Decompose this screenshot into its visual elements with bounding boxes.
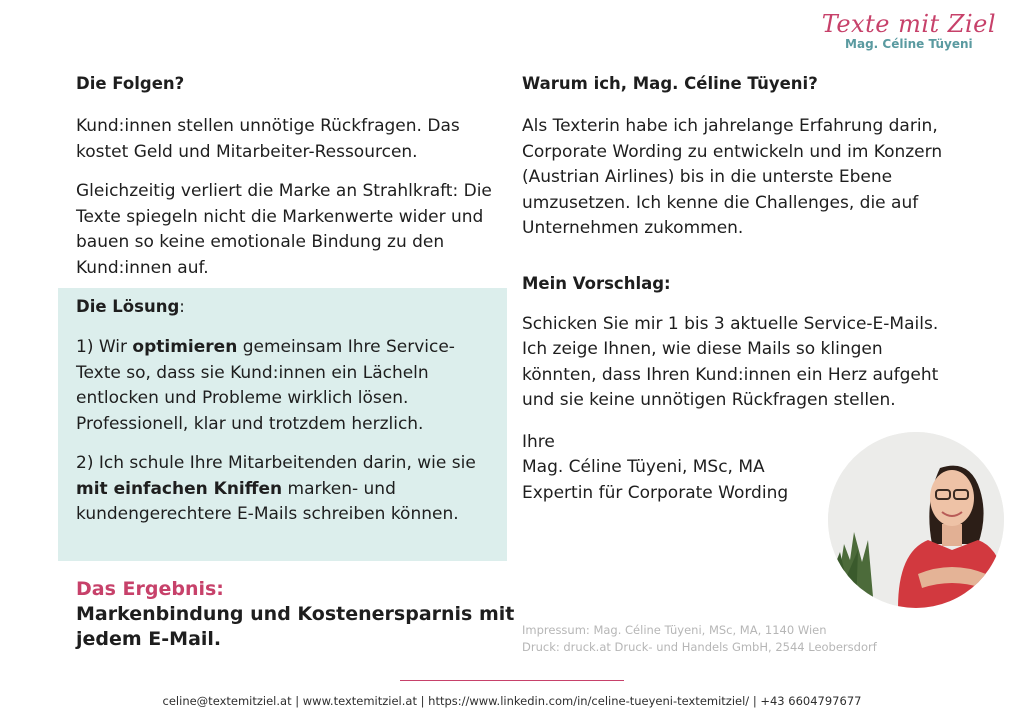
consequences-paragraph-1: Kund:innen stellen unnötige Rückfragen. Das kostet Geld und Mitarbeiter-Ressourcen. xyxy=(76,116,460,162)
solution-item-2 xyxy=(76,451,496,528)
proposal-paragraph: Schicken Sie mir 1 bis 3 aktuelle Service-E-Mails. Ich zeige Ihnen, wie diese Mails so klingen könnten, dass Ihren Kund:innen ein Herz aufgeht und sie keine unnötigen Rückfragen stellen. xyxy=(522,313,939,410)
solution-item-2-pre: 2) Ich schule Ihre Mitarbeitenden darin, wie sie xyxy=(76,453,476,473)
solution-content xyxy=(76,295,496,528)
footer-divider xyxy=(400,680,624,681)
result-block xyxy=(76,577,516,652)
impressum-line-2: Druck: druck.at Druck- und Handels GmbH, 2544 Leobersdorf xyxy=(522,640,877,654)
result-label: Das Ergebnis: xyxy=(76,578,224,600)
solution-item-1-post: gemeinsam Ihre Service-Texte so, dass sie Kund:innen ein Lächeln entlocken und Probleme wirklich lösen. Professionell, klar und trotzdem herzlich. xyxy=(76,337,455,434)
brand-title: Texte mit Ziel xyxy=(821,10,996,38)
why-me-heading: Warum ich, Mag. Céline Tüyeni? xyxy=(522,74,818,93)
brand-logo xyxy=(822,10,996,51)
impressum xyxy=(522,622,877,656)
footer-contact: celine@textemitziel.at | www.textemitziel.at | https://www.linkedin.com/in/celine-tueyeni-textemitziel/ | +43 6604797677 xyxy=(162,694,862,708)
solution-item-1 xyxy=(76,335,496,437)
signature-title: Expertin für Corporate Wording xyxy=(522,482,789,503)
solution-heading-text: Die Lösung xyxy=(76,297,180,316)
signature-greeting: Ihre xyxy=(522,431,555,452)
brand-subtitle: Mag. Céline Tüyeni xyxy=(845,37,973,51)
solution-item-1-bold: optimieren xyxy=(132,337,238,357)
solution-heading-colon: : xyxy=(179,297,185,316)
solution-item-2-bold: mit einfachen Kniffen xyxy=(76,478,283,499)
why-me-paragraph: Als Texterin habe ich jahrelange Erfahrung darin, Corporate Wording zu entwickeln und im Konzern (Austrian Airlines) bis in die unterste Ebene umzusetzen. Ich kenne die Challenges, die auf Unternehmen zukommen. xyxy=(522,116,943,238)
result-text: Markenbindung und Kostenersparnis mit jedem E-Mail. xyxy=(76,603,515,650)
solution-item-2-post: marken- und kundengerechtere E-Mails schreiben können. xyxy=(76,478,459,524)
consequences-paragraph-2: Gleichzeitig verliert die Marke an Strahlkraft: Die Texte spiegeln nicht die Markenwerte wider und bauen so keine emotionale Bindung zu den Kund:innen auf. xyxy=(76,181,492,278)
proposal-heading: Mein Vorschlag: xyxy=(522,273,671,293)
portrait-illustration xyxy=(828,432,1004,608)
signature-name: Mag. Céline Tüyeni, MSc, MA xyxy=(522,457,765,477)
impressum-line-1: Impressum: Mag. Céline Tüyeni, MSc, MA, 1140 Wien xyxy=(522,623,827,637)
solution-item-1-pre: 1) Wir xyxy=(76,337,133,357)
left-column xyxy=(76,72,506,281)
portrait-photo xyxy=(828,432,1004,608)
solution-heading xyxy=(76,295,496,319)
consequences-heading: Die Folgen? xyxy=(76,74,185,93)
